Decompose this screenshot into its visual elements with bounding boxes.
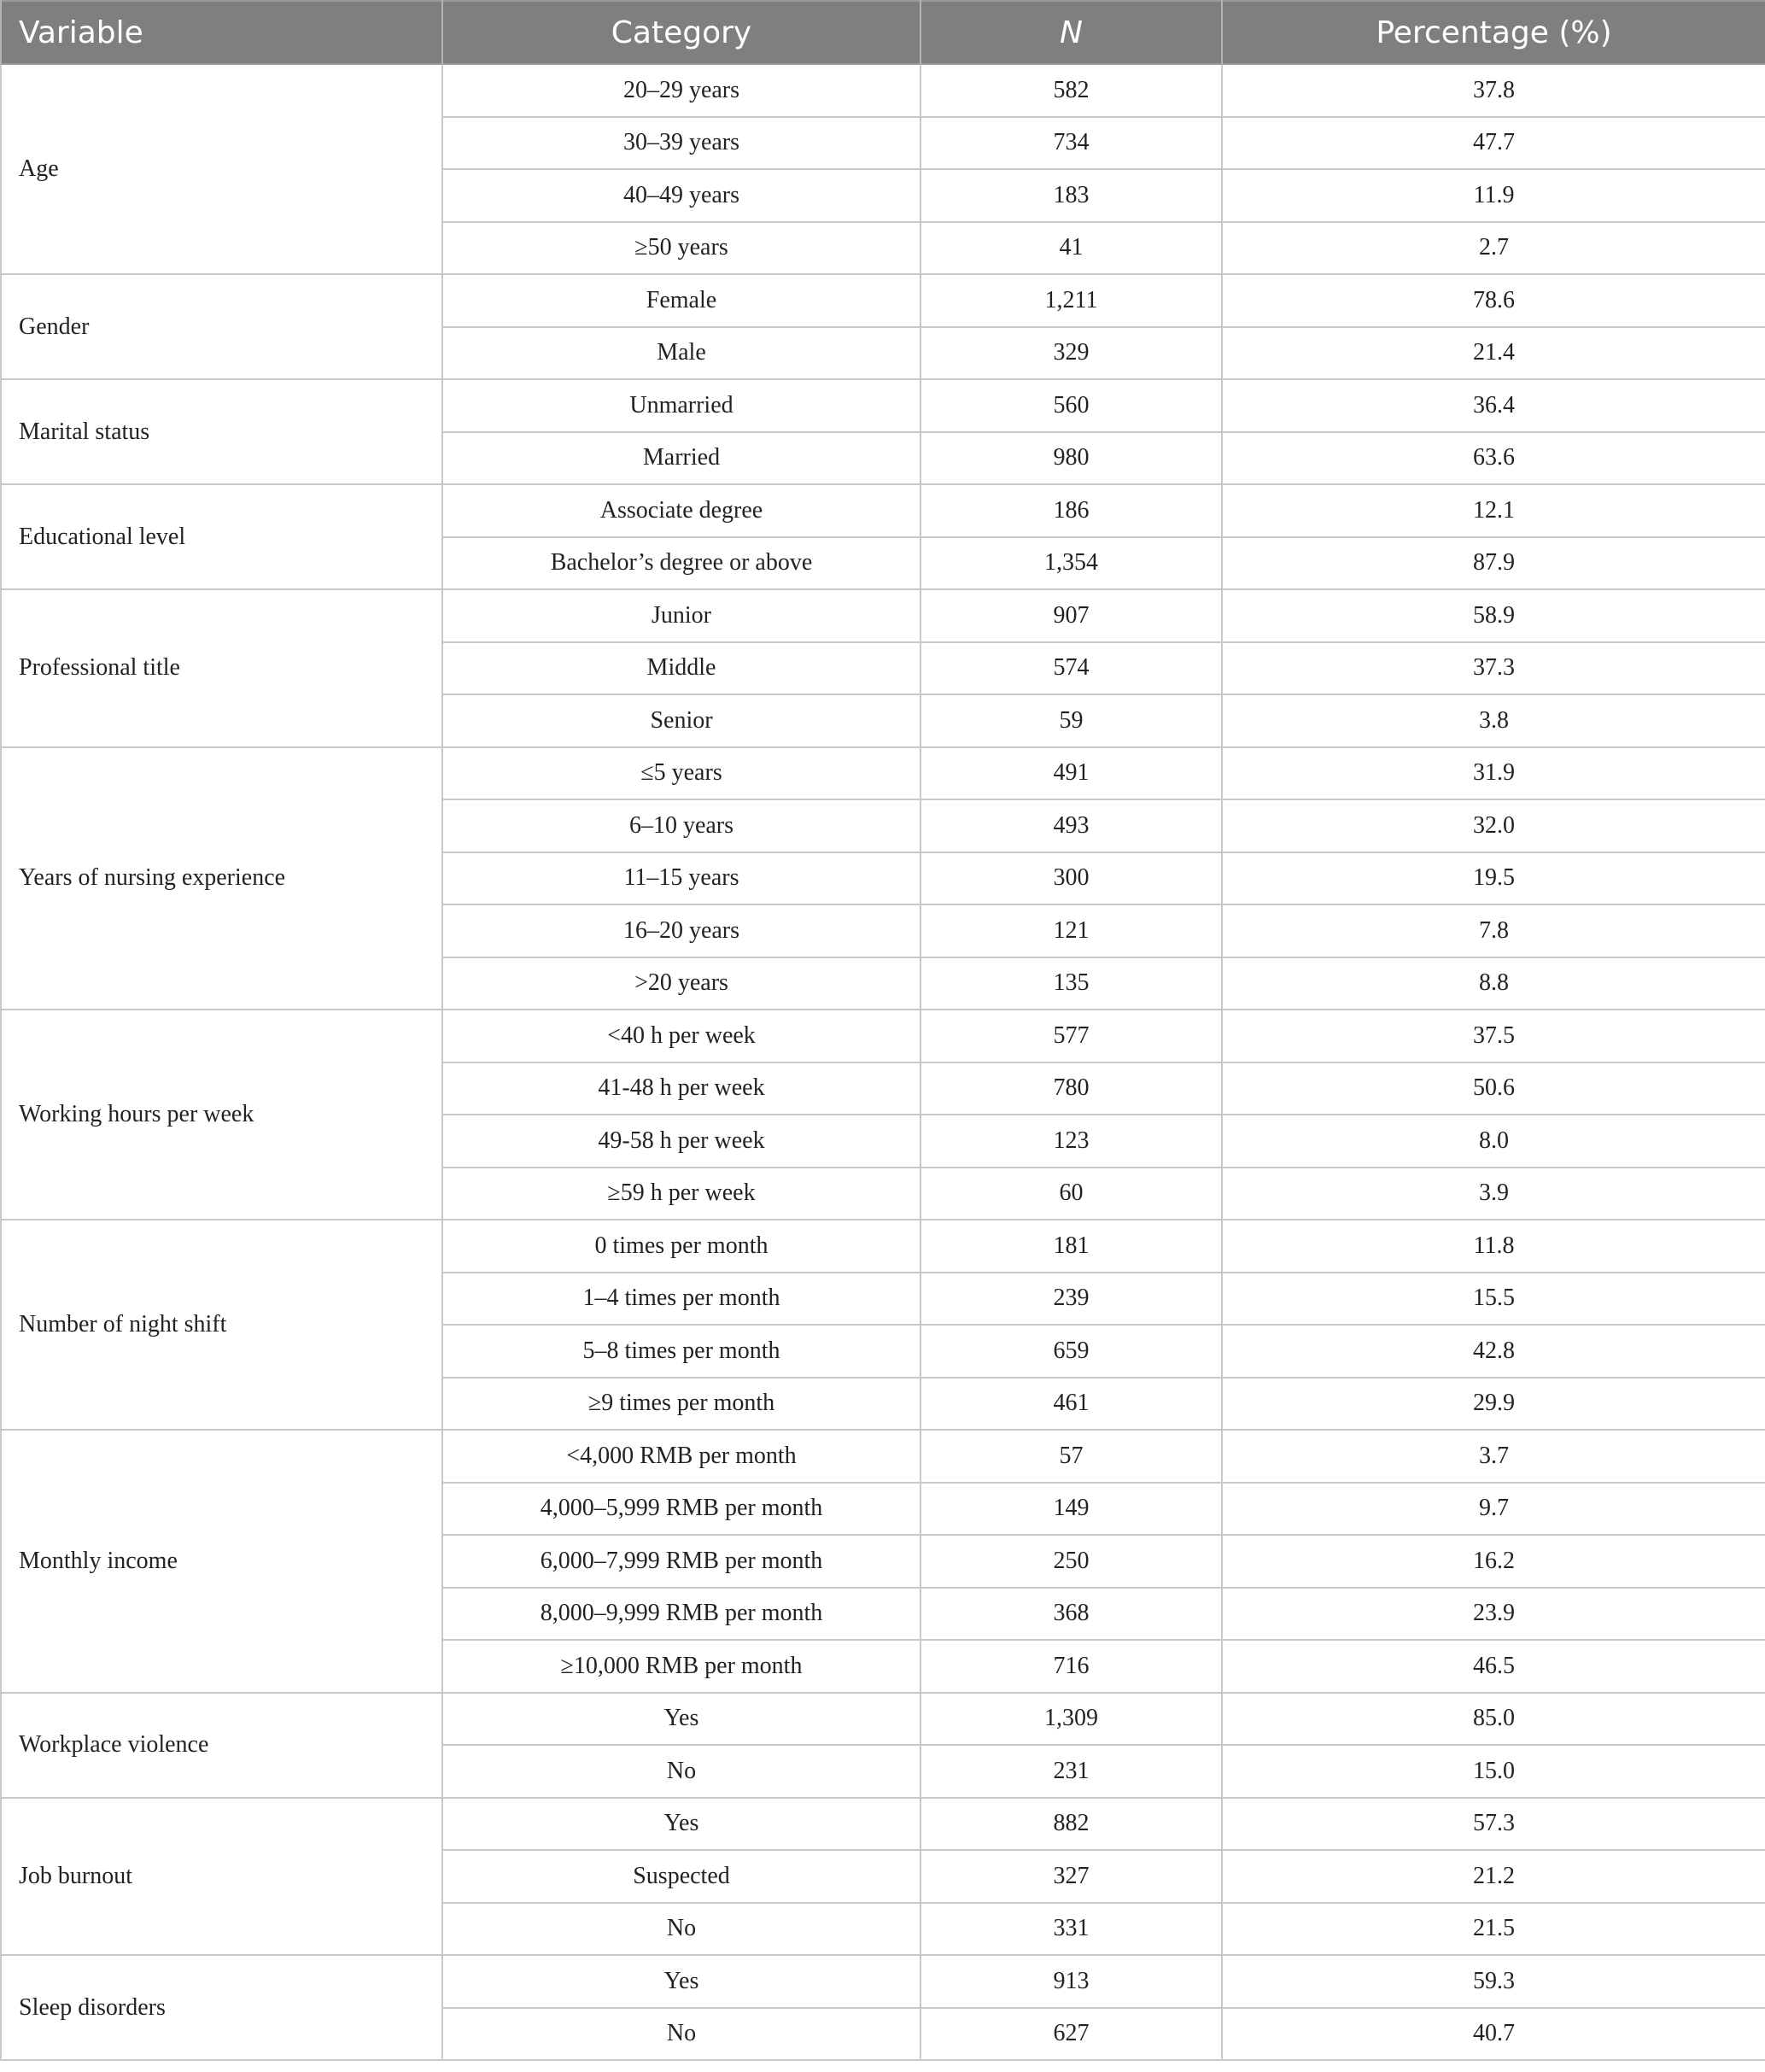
n-cell: 582 — [920, 64, 1222, 117]
n-cell: 181 — [920, 1220, 1222, 1273]
percentage-cell: 63.6 — [1222, 432, 1765, 485]
percentage-cell: 37.8 — [1222, 64, 1765, 117]
category-cell: Unmarried — [442, 379, 920, 432]
category-cell: Yes — [442, 1693, 920, 1746]
category-cell: Bachelor’s degree or above — [442, 537, 920, 590]
table-row — [1, 589, 1765, 642]
percentage-cell: 8.0 — [1222, 1115, 1765, 1168]
n-cell: 231 — [920, 1745, 1222, 1798]
n-cell: 300 — [920, 852, 1222, 905]
category-cell: No — [442, 1745, 920, 1798]
category-cell: ≥50 years — [442, 222, 920, 275]
variable-cell: Working hours per week — [1, 1010, 442, 1220]
table-row — [1, 274, 1765, 327]
variable-cell: Professional title — [1, 589, 442, 747]
n-cell: 882 — [920, 1798, 1222, 1851]
variable-cell: Age — [1, 64, 442, 274]
percentage-cell: 3.8 — [1222, 694, 1765, 747]
percentage-cell: 15.5 — [1222, 1273, 1765, 1326]
n-cell: 41 — [920, 222, 1222, 275]
percentage-cell: 87.9 — [1222, 537, 1765, 590]
category-cell: 11–15 years — [442, 852, 920, 905]
n-cell: 560 — [920, 379, 1222, 432]
category-cell: ≥9 times per month — [442, 1378, 920, 1431]
table-row — [1, 747, 1765, 800]
n-cell: 239 — [920, 1273, 1222, 1326]
percentage-cell: 59.3 — [1222, 1955, 1765, 2008]
percentage-cell: 31.9 — [1222, 747, 1765, 800]
table-row — [1, 64, 1765, 117]
percentage-cell: 21.5 — [1222, 1903, 1765, 1956]
n-cell: 659 — [920, 1325, 1222, 1378]
category-cell: Yes — [442, 1798, 920, 1851]
n-cell: 329 — [920, 327, 1222, 380]
category-cell: Yes — [442, 1955, 920, 2008]
percentage-cell: 3.7 — [1222, 1430, 1765, 1483]
variable-cell: Job burnout — [1, 1798, 442, 1956]
category-cell: <40 h per week — [442, 1010, 920, 1062]
n-cell: 913 — [920, 1955, 1222, 2008]
variable-cell: Sleep disorders — [1, 1955, 442, 2060]
variable-cell: Workplace violence — [1, 1693, 442, 1798]
percentage-cell: 3.9 — [1222, 1168, 1765, 1220]
percentage-cell: 12.1 — [1222, 484, 1765, 537]
n-cell: 121 — [920, 904, 1222, 957]
n-cell: 574 — [920, 642, 1222, 695]
category-cell: 4,000–5,999 RMB per month — [442, 1483, 920, 1536]
percentage-cell: 19.5 — [1222, 852, 1765, 905]
category-cell: 40–49 years — [442, 169, 920, 222]
n-cell: 627 — [920, 2008, 1222, 2061]
percentage-cell: 46.5 — [1222, 1640, 1765, 1693]
n-cell: 327 — [920, 1850, 1222, 1903]
variable-cell: Monthly income — [1, 1430, 442, 1693]
table-row — [1, 1220, 1765, 1273]
n-cell: 1,354 — [920, 537, 1222, 590]
category-cell: Married — [442, 432, 920, 485]
category-cell: ≥10,000 RMB per month — [442, 1640, 920, 1693]
percentage-cell: 11.9 — [1222, 169, 1765, 222]
category-cell: Middle — [442, 642, 920, 695]
category-cell: >20 years — [442, 957, 920, 1010]
category-cell: 41-48 h per week — [442, 1062, 920, 1115]
category-cell: ≥59 h per week — [442, 1168, 920, 1220]
percentage-cell: 42.8 — [1222, 1325, 1765, 1378]
table-row — [1, 1955, 1765, 2008]
percentage-cell: 21.4 — [1222, 327, 1765, 380]
category-cell: Senior — [442, 694, 920, 747]
n-cell: 907 — [920, 589, 1222, 642]
category-cell: 0 times per month — [442, 1220, 920, 1273]
variable-cell: Marital status — [1, 379, 442, 484]
table-row — [1, 1430, 1765, 1483]
variable-cell: Years of nursing experience — [1, 747, 442, 1010]
category-cell: Male — [442, 327, 920, 380]
header-category: Category — [442, 1, 920, 64]
percentage-cell: 15.0 — [1222, 1745, 1765, 1798]
header-n: N — [920, 1, 1222, 64]
category-cell: No — [442, 1903, 920, 1956]
table-row — [1, 484, 1765, 537]
n-cell: 1,309 — [920, 1693, 1222, 1746]
percentage-cell: 9.7 — [1222, 1483, 1765, 1536]
percentage-cell: 2.7 — [1222, 222, 1765, 275]
category-cell: Female — [442, 274, 920, 327]
percentage-cell: 47.7 — [1222, 117, 1765, 170]
category-cell: No — [442, 2008, 920, 2061]
category-cell: Associate degree — [442, 484, 920, 537]
n-cell: 60 — [920, 1168, 1222, 1220]
n-cell: 186 — [920, 484, 1222, 537]
percentage-cell: 23.9 — [1222, 1588, 1765, 1641]
n-cell: 577 — [920, 1010, 1222, 1062]
n-cell: 491 — [920, 747, 1222, 800]
n-cell: 368 — [920, 1588, 1222, 1641]
n-cell: 250 — [920, 1535, 1222, 1588]
n-cell: 59 — [920, 694, 1222, 747]
percentage-cell: 11.8 — [1222, 1220, 1765, 1273]
percentage-cell: 37.5 — [1222, 1010, 1765, 1062]
category-cell: 16–20 years — [442, 904, 920, 957]
category-cell: Junior — [442, 589, 920, 642]
n-cell: 135 — [920, 957, 1222, 1010]
percentage-cell: 7.8 — [1222, 904, 1765, 957]
n-cell: 493 — [920, 799, 1222, 852]
percentage-cell: 32.0 — [1222, 799, 1765, 852]
table-body — [1, 64, 1765, 2060]
category-cell: 6–10 years — [442, 799, 920, 852]
category-cell: <4,000 RMB per month — [442, 1430, 920, 1483]
category-cell: 30–39 years — [442, 117, 920, 170]
header-percentage: Percentage (%) — [1222, 1, 1765, 64]
table-row — [1, 1693, 1765, 1746]
percentage-cell: 50.6 — [1222, 1062, 1765, 1115]
header-row — [1, 1, 1765, 64]
n-cell: 149 — [920, 1483, 1222, 1536]
percentage-cell: 36.4 — [1222, 379, 1765, 432]
percentage-cell: 29.9 — [1222, 1378, 1765, 1431]
variable-cell: Educational level — [1, 484, 442, 589]
n-cell: 980 — [920, 432, 1222, 485]
table-row — [1, 1798, 1765, 1851]
percentage-cell: 85.0 — [1222, 1693, 1765, 1746]
n-cell: 734 — [920, 117, 1222, 170]
category-cell: 49-58 h per week — [442, 1115, 920, 1168]
category-cell: 8,000–9,999 RMB per month — [442, 1588, 920, 1641]
percentage-cell: 8.8 — [1222, 957, 1765, 1010]
header-variable: Variable — [1, 1, 442, 64]
percentage-cell: 37.3 — [1222, 642, 1765, 695]
category-cell: 1–4 times per month — [442, 1273, 920, 1326]
percentage-cell: 21.2 — [1222, 1850, 1765, 1903]
n-cell: 57 — [920, 1430, 1222, 1483]
table-row — [1, 379, 1765, 432]
category-cell: 20–29 years — [442, 64, 920, 117]
table-header — [1, 1, 1765, 64]
variable-cell: Number of night shift — [1, 1220, 442, 1430]
percentage-cell: 57.3 — [1222, 1798, 1765, 1851]
category-cell: 6,000–7,999 RMB per month — [442, 1535, 920, 1588]
n-cell: 183 — [920, 169, 1222, 222]
n-cell: 461 — [920, 1378, 1222, 1431]
n-cell: 1,211 — [920, 274, 1222, 327]
percentage-cell: 16.2 — [1222, 1535, 1765, 1588]
n-cell: 780 — [920, 1062, 1222, 1115]
n-cell: 123 — [920, 1115, 1222, 1168]
percentage-cell: 40.7 — [1222, 2008, 1765, 2061]
table-row — [1, 1010, 1765, 1062]
n-cell: 716 — [920, 1640, 1222, 1693]
percentage-cell: 58.9 — [1222, 589, 1765, 642]
category-cell: Suspected — [442, 1850, 920, 1903]
n-cell: 331 — [920, 1903, 1222, 1956]
category-cell: 5–8 times per month — [442, 1325, 920, 1378]
variable-cell: Gender — [1, 274, 442, 379]
category-cell: ≤5 years — [442, 747, 920, 800]
percentage-cell: 78.6 — [1222, 274, 1765, 327]
